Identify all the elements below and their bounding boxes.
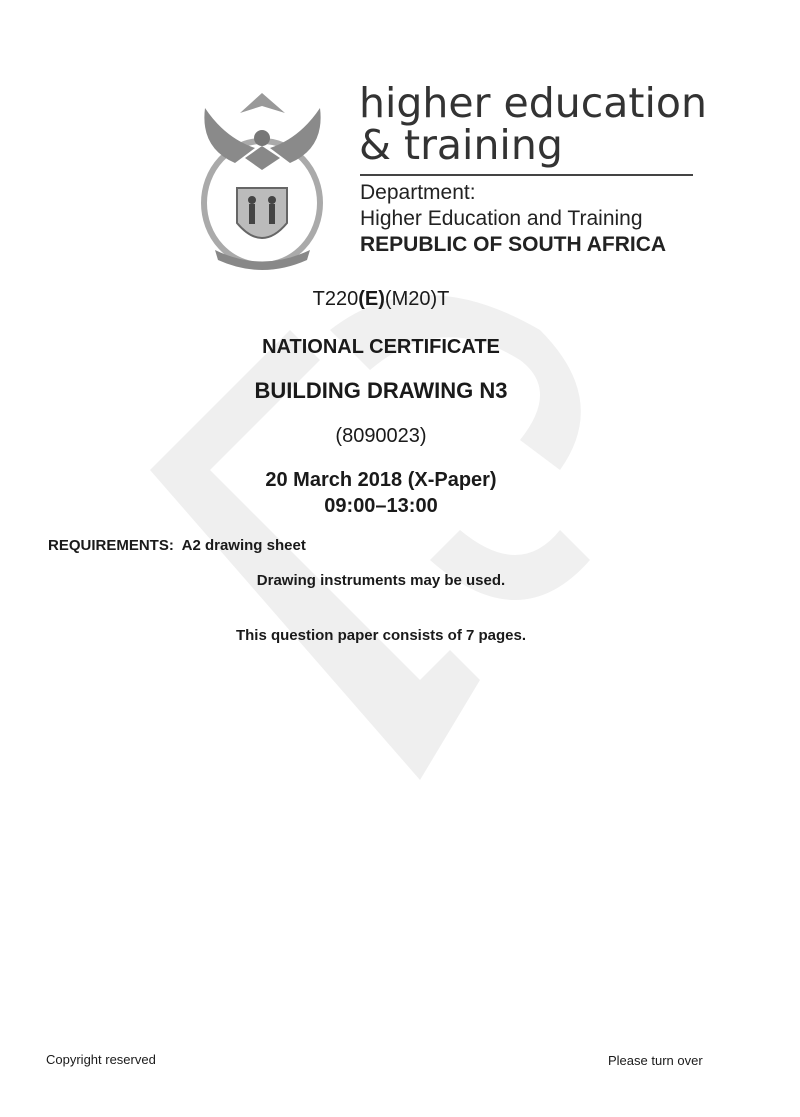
department-block [360,180,666,258]
page-count-note: This question paper consists of 7 pages. [235,627,527,644]
logo-line-2: & training [359,121,563,169]
logo-wordmark [359,79,707,169]
copyright-footer: Copyright reserved [46,1052,156,1067]
country-name: REPUBLIC OF SOUTH AFRICA [360,233,667,256]
code-prefix: T220 [312,288,359,310]
department-name: Higher Education and Training [360,207,643,230]
code-bold: (E) [358,288,385,310]
exam-time: 09:00–13:00 [324,495,438,517]
department-label: Department: [360,181,476,204]
subject-code: (8090023) [335,425,427,447]
requirements-label: REQUIREMENTS: [48,537,174,554]
subject-title: BUILDING DRAWING N3 [254,378,508,403]
coat-of-arms-logo [195,88,330,270]
logo-line-1: higher education [359,79,707,127]
turn-over-footer: Please turn over [608,1053,703,1068]
exam-date: 20 March 2018 (X-Paper) [265,469,497,491]
requirements-value: A2 drawing sheet [181,537,306,554]
certificate-title: NATIONAL CERTIFICATE [262,336,500,358]
requirements [48,537,306,554]
paper-code [0,288,762,311]
code-suffix: (M20)T [384,288,450,310]
logo-divider [360,174,693,176]
instruments-note: Drawing instruments may be used. [256,572,506,589]
